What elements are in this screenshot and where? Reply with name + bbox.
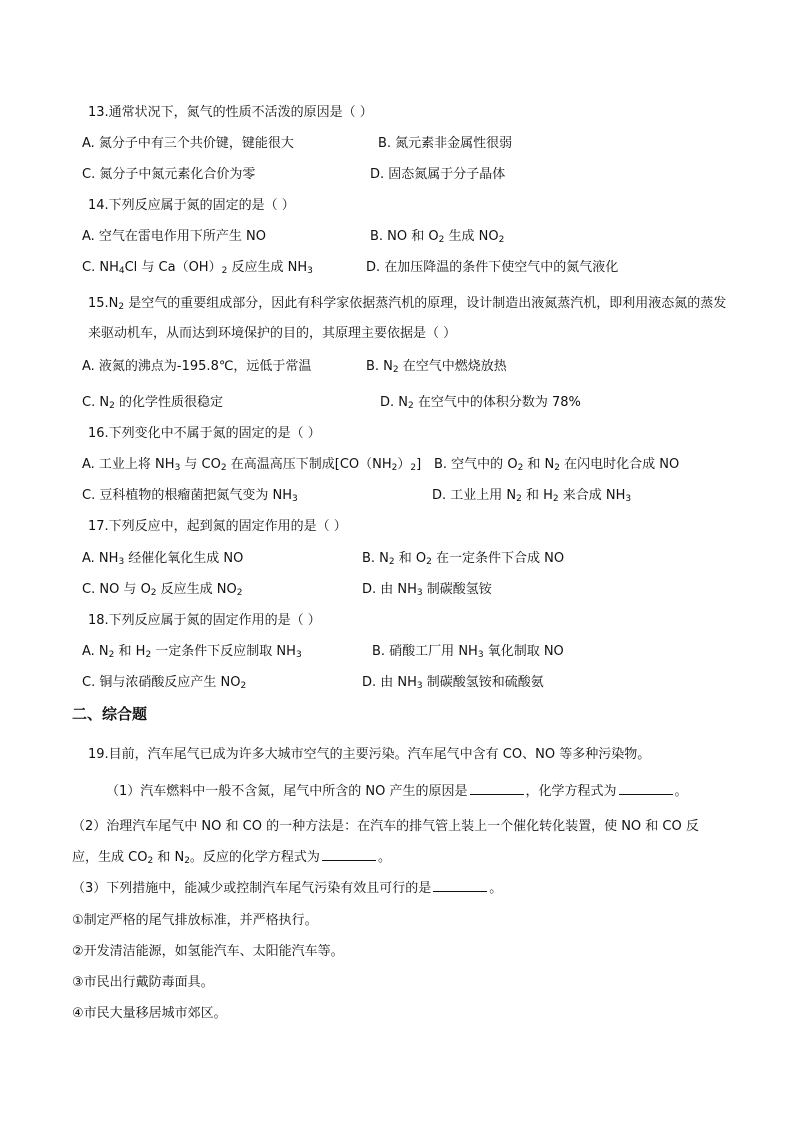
q19-part-2-line2: 应，生成 $CO_2$ 和 $N_2$。反应的化学方程式为 。 [72, 850, 391, 866]
q17-option-b[interactable]: B. $N_2$ 和 $O_2$ 在一定条件下合成 NO [362, 551, 565, 567]
q16-stem: 16.下列变化中不属于氮的固定的是（ ） [88, 426, 321, 441]
q16-option-d[interactable]: D. 工业上用 $N_2$ 和 $H_2$ 来合成 $NH_3$ [432, 488, 632, 504]
q17-option-c[interactable]: C. NO 与 $O_2$ 反应生成 $NO_2$ [82, 582, 243, 598]
q19-part-3: （3）下列措施中，能减少或控制汽车尾气污染有效且可行的是 。 [72, 881, 503, 896]
q15-option-a[interactable]: A. 液氮的沸点为-195.8℃，远低于常温 [82, 359, 312, 374]
q16-option-a[interactable]: A. 工业上将 $NH_3$ 与 $CO_2$ 在高温高压下制成$[CO(NH_2)_2]$ [82, 457, 422, 473]
q19-option-1[interactable]: ①制定严格的尾气排放标准，并严格执行。 [72, 913, 318, 928]
section-heading: 二、综合题 [72, 705, 148, 723]
q14-stem: 14.下列反应属于氮的固定的是（ ） [88, 198, 295, 213]
q18-stem: 18.下列反应属于氮的固定作用的是（ ） [88, 613, 321, 628]
q19-part2-blank[interactable] [322, 848, 376, 861]
q19-option-4[interactable]: ④市民大量移居城市郊区。 [72, 1006, 227, 1021]
q13-option-a[interactable]: A. 氮分子中有三个共价键，键能很大 [82, 136, 294, 151]
q14-option-d[interactable]: D. 在加压降温的条件下使空气中的氮气液化 [366, 260, 619, 275]
q14-option-c[interactable]: C. $NH_4Cl$ 与 $Ca(OH)_2$ 反应生成 $NH_3$ [82, 260, 313, 276]
q19-part1-blank-2[interactable] [619, 782, 673, 795]
q16-option-b[interactable]: B. 空气中的 $O_2$ 和 $N_2$ 在闪电时化合成 NO [434, 457, 680, 473]
q16-option-c[interactable]: C. 豆科植物的根瘤菌把氮气变为 $NH_3$ [82, 488, 298, 504]
q19-part3-blank[interactable] [433, 879, 487, 892]
q13-option-b[interactable]: B. 氮元素非金属性很弱 [378, 136, 513, 151]
q15-option-c[interactable]: C. $N_2$ 的化学性质很稳定 [82, 395, 223, 411]
q18-option-b[interactable]: B. 硝酸工厂用 $NH_3$ 氧化制取 NO [372, 644, 564, 660]
q19-part-2-line1: （2）治理汽车尾气中 NO 和 CO 的一种方法是：在汽车的排气管上装上一个催化转化装置，使 NO 和 CO 反 [72, 819, 699, 834]
q14-option-a[interactable]: A. 空气在雷电作用下所产生 NO [82, 229, 267, 244]
q18-option-d[interactable]: D. 由 $NH_3$ 制碳酸氢铵和硫酸氨 [362, 675, 544, 691]
q19-option-2[interactable]: ②开发清洁能源，如氢能汽车、太阳能汽车等。 [72, 944, 344, 959]
q17-option-a[interactable]: A. $NH_3$ 经催化氧化生成 NO [82, 551, 244, 567]
q19-stem: 19.目前，汽车尾气已成为许多大城市空气的主要污染。汽车尾气中含有 CO、NO 等多种污染物。 [88, 747, 651, 762]
q15-option-d[interactable]: D. $N_2$ 在空气中的体积分数为 78% [380, 395, 581, 411]
q15-option-b[interactable]: B. $N_2$ 在空气中燃烧放热 [366, 359, 507, 375]
q18-option-a[interactable]: A. $N_2$ 和 $H_2$ 一定条件下反应制取 $NH_3$ [82, 644, 302, 660]
q19-part1-blank-1[interactable] [470, 782, 524, 795]
q13-option-d[interactable]: D. 固态氮属于分子晶体 [370, 167, 506, 182]
q19-option-3[interactable]: ③市民出行戴防毒面具。 [72, 975, 214, 990]
q17-option-d[interactable]: D. 由 $NH_3$ 制碳酸氢铵 [362, 582, 492, 598]
q13-option-c[interactable]: C. 氮分子中氮元素化合价为零 [82, 167, 256, 182]
q15-stem: $15.N_2$ 是空气的重要组成部分，因此有科学家依据蒸汽机的原理，设计制造出液氮蒸汽机，即利用液态氮的蒸发来驱动机车，从而达到环境保护的目的，其原理主要依据是（ ） [88, 296, 727, 341]
q13-stem: 13.通常状况下，氮气的性质不活泼的原因是（ ） [88, 105, 373, 120]
q18-option-c[interactable]: C. 铜与浓硝酸反应产生 $NO_2$ [82, 675, 247, 691]
q19-part-1: （1）汽车燃料中一般不含氮，尾气中所含的 NO 产生的原因是 ，化学方程式为 。 [106, 784, 688, 799]
q14-option-b[interactable]: B. NO 和 $O_2$ 生成 $NO_2$ [370, 229, 505, 245]
q17-stem: 17.下列反应中，起到氮的固定作用的是（ ） [88, 519, 347, 534]
